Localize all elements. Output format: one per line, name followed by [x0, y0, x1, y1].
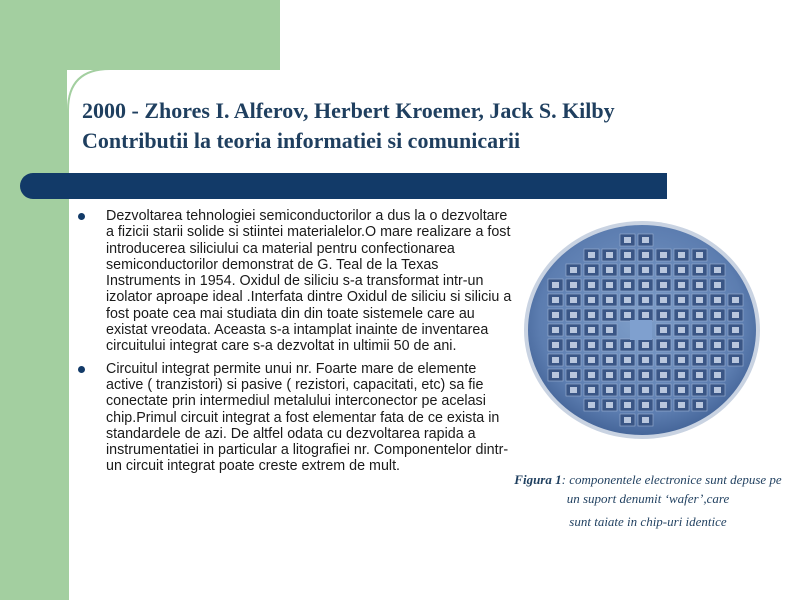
wafer-die-core	[624, 387, 631, 393]
wafer-die-core	[678, 402, 685, 408]
figure-label: Figura 1	[514, 472, 562, 487]
wafer-die-core	[570, 282, 577, 288]
wafer-die-core	[642, 237, 649, 243]
wafer-die-core	[552, 297, 559, 303]
title-line-1: 2000 - Zhores I. Alferov, Herbert Kroemer, Jack S. Kilby	[82, 98, 615, 123]
wafer-die-core	[678, 387, 685, 393]
wafer-die-core	[696, 297, 703, 303]
wafer-die-core	[642, 267, 649, 273]
bullet-list	[76, 208, 516, 481]
wafer-die-core	[570, 387, 577, 393]
wafer-die-core	[714, 297, 721, 303]
wafer-die-core	[606, 312, 613, 318]
wafer-die-core	[678, 327, 685, 333]
wafer-die-core	[678, 357, 685, 363]
wafer-die-core	[660, 372, 667, 378]
wafer-die-core	[642, 372, 649, 378]
wafer-die-core	[714, 327, 721, 333]
wafer-die-core	[660, 267, 667, 273]
bullet-text: Dezvoltarea tehnologiei semiconductorilor a dus la o dezvoltare a fizicii starii solide si stiintei materialelor.O mare realizare a fost introducerea siliciului ca material pentru confectionarea semiconductorilor demonstrat de G. Teal de la Texas Instruments in 1954. Oxidul de siliciu s-a transformat intr-un izolator aproape ideal .Interfata dintre Oxidul de siliciu si siliciu a fost poate cea mai studiata din din toate sistemele care au existat vreodata. Aceasta s-a intamplat inainte de inventarea circuitului integrat care s-a dezvoltat in ultimii 50 de ani.	[106, 208, 512, 355]
wafer-die-core	[552, 312, 559, 318]
wafer-die-core	[552, 372, 559, 378]
wafer-die-core	[570, 327, 577, 333]
wafer-die-core	[624, 312, 631, 318]
wafer-die-core	[606, 342, 613, 348]
bullet-item	[76, 361, 516, 475]
wafer-die-core	[588, 357, 595, 363]
wafer-die-core	[732, 312, 739, 318]
wafer-die-core	[732, 297, 739, 303]
wafer-die-core	[570, 357, 577, 363]
wafer-die-core	[696, 267, 703, 273]
wafer-die-core	[660, 252, 667, 258]
wafer-die-core	[732, 342, 739, 348]
wafer-die-core	[606, 327, 613, 333]
wafer-die-core	[660, 342, 667, 348]
wafer-die-core	[714, 342, 721, 348]
wafer-die-core	[588, 402, 595, 408]
wafer-die-core	[624, 357, 631, 363]
wafer-die-core	[606, 387, 613, 393]
wafer-die-core	[696, 327, 703, 333]
wafer-die-core	[588, 297, 595, 303]
wafer-die-core	[552, 342, 559, 348]
wafer-die-core	[660, 312, 667, 318]
wafer-die-core	[642, 252, 649, 258]
wafer-die-core	[660, 402, 667, 408]
wafer-die-core	[642, 312, 649, 318]
wafer-die-core	[588, 267, 595, 273]
wafer-die-core	[552, 282, 559, 288]
bullet-dot-icon	[78, 213, 85, 220]
wafer-die-core	[570, 372, 577, 378]
wafer-die-core	[660, 357, 667, 363]
wafer-die-core	[570, 342, 577, 348]
wafer-die-core	[642, 342, 649, 348]
wafer-die-core	[606, 297, 613, 303]
wafer-die-core	[714, 357, 721, 363]
wafer-die-core	[696, 402, 703, 408]
wafer-die-core	[660, 327, 667, 333]
wafer-die-core	[714, 372, 721, 378]
wafer-die-core	[588, 327, 595, 333]
title-line-2: Contributii la teoria informatiei si comunicarii	[82, 128, 521, 153]
wafer-die-core	[678, 372, 685, 378]
wafer-die-core	[642, 417, 649, 423]
wafer-die-core	[732, 327, 739, 333]
wafer-die-core	[696, 252, 703, 258]
wafer-die-core	[570, 297, 577, 303]
wafer-die-core	[570, 267, 577, 273]
wafer-die-core	[714, 387, 721, 393]
wafer-die-core	[624, 297, 631, 303]
wafer-die-core	[696, 387, 703, 393]
wafer-die-core	[624, 372, 631, 378]
wafer-die-core	[606, 282, 613, 288]
wafer-die-core	[642, 387, 649, 393]
wafer-die-core	[624, 402, 631, 408]
wafer-die-core	[678, 297, 685, 303]
bullet-dot-icon	[78, 366, 85, 373]
wafer-die-core	[552, 357, 559, 363]
wafer-die-core	[588, 387, 595, 393]
wafer-die-core	[606, 402, 613, 408]
wafer-die-core	[642, 357, 649, 363]
bullet-text: Circuitul integrat permite unui nr. Foarte mare de elemente active ( tranzistori) si pasive ( rezistori, capacitati, etc) sa fie conectate prin intermediul metalului interconector pe acelasi chip.Primul circuit integrat a fost elementar fata de ce exista in standardele de azi. De altfel odata cu dezvoltarea rapida a instrumentatiei in particular a litografiei nr. Componentelor dintr-un circuit integrat poate creste extrem de mult.	[106, 360, 509, 475]
caption-text-line3: sunt taiate in chip-uri identice	[569, 514, 727, 529]
wafer-die-core	[642, 297, 649, 303]
wafer-die-core	[714, 267, 721, 273]
wafer-die-core	[606, 372, 613, 378]
wafer-die-core	[660, 297, 667, 303]
wafer-die-core	[678, 252, 685, 258]
wafer-die-core	[678, 312, 685, 318]
wafer-die-core	[588, 372, 595, 378]
wafer-die-core	[624, 417, 631, 423]
figure-caption	[508, 470, 788, 531]
wafer-die-core	[606, 357, 613, 363]
wafer-die-core	[588, 342, 595, 348]
silicon-wafer-image	[512, 220, 772, 440]
wafer-die-core	[588, 282, 595, 288]
wafer-die-core	[696, 342, 703, 348]
wafer-die-core	[570, 312, 577, 318]
wafer-die-core	[624, 237, 631, 243]
wafer-die-core	[660, 282, 667, 288]
wafer-die-core	[678, 267, 685, 273]
wafer-die-core	[660, 387, 667, 393]
bullet-item	[76, 208, 516, 355]
wafer-die-core	[696, 282, 703, 288]
wafer-die-core	[588, 252, 595, 258]
wafer-die-core	[624, 267, 631, 273]
wafer-die-core	[552, 327, 559, 333]
title-divider-bar	[20, 173, 667, 199]
caption-text: : componentele electronice sunt depuse pe un suport denumit ‘wafer’,care	[561, 472, 782, 506]
wafer-die-core	[696, 357, 703, 363]
wafer-die-core	[696, 312, 703, 318]
slide-title	[82, 96, 782, 156]
wafer-die-core	[696, 372, 703, 378]
wafer-die-core	[678, 342, 685, 348]
wafer-die-core	[714, 312, 721, 318]
wafer-die-core	[642, 402, 649, 408]
wafer-die-core	[642, 282, 649, 288]
wafer-die-core	[588, 312, 595, 318]
wafer-die-core	[732, 357, 739, 363]
wafer-die-core	[624, 282, 631, 288]
wafer-die-core	[624, 342, 631, 348]
wafer-die-core	[714, 282, 721, 288]
wafer-die-core	[606, 252, 613, 258]
wafer-die-core	[606, 267, 613, 273]
wafer-die-core	[624, 252, 631, 258]
wafer-die-core	[678, 282, 685, 288]
